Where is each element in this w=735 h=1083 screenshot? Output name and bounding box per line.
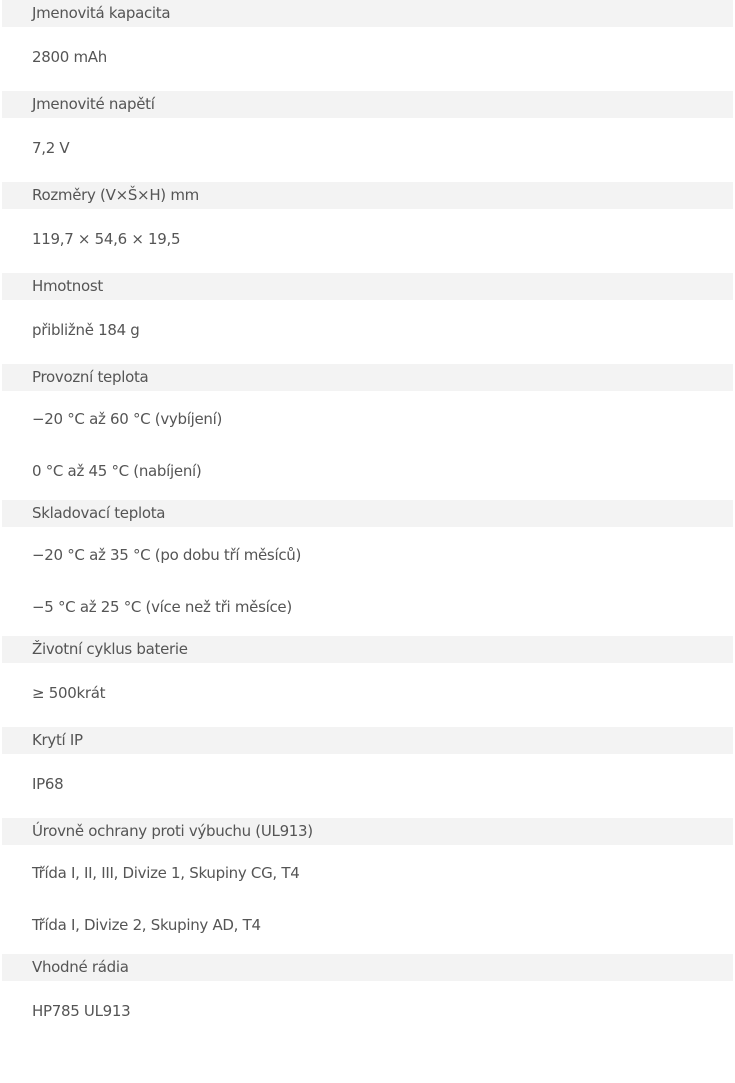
spec-value: 0 °C až 45 °C (nabíjení) bbox=[32, 462, 202, 480]
spec-value: −20 °C až 60 °C (vybíjení) bbox=[32, 410, 223, 428]
spec-label: Jmenovité napětí bbox=[2, 91, 733, 118]
spec-label: Rozměry (V×Š×H) mm bbox=[2, 182, 733, 209]
spec-label: Hmotnost bbox=[2, 273, 733, 300]
spec-value: přibližně 184 g bbox=[32, 321, 140, 339]
spec-value: IP68 bbox=[32, 775, 64, 793]
spec-label: Životní cyklus baterie bbox=[2, 636, 733, 663]
spec-group-battery-life bbox=[2, 636, 733, 727]
spec-group-ip-rating bbox=[2, 727, 733, 818]
spec-group-weight bbox=[2, 273, 733, 364]
spec-group-explosion-protection bbox=[2, 818, 733, 954]
spec-label: Skladovací teplota bbox=[2, 500, 733, 527]
spec-group-storage-temp bbox=[2, 500, 733, 636]
spec-value: 119,7 × 54,6 × 19,5 bbox=[32, 230, 181, 248]
spec-table bbox=[2, 0, 733, 1045]
spec-label: Krytí IP bbox=[2, 727, 733, 754]
spec-label: Vhodné rádia bbox=[2, 954, 733, 981]
spec-value: Třída I, II, III, Divize 1, Skupiny CG, T4 bbox=[32, 864, 300, 882]
spec-group-capacity bbox=[2, 0, 733, 91]
spec-value: −20 °C až 35 °C (po dobu tří měsíců) bbox=[32, 546, 302, 564]
spec-label: Jmenovitá kapacita bbox=[2, 0, 733, 27]
spec-label: Provozní teplota bbox=[2, 364, 733, 391]
spec-value: HP785 UL913 bbox=[32, 1002, 131, 1020]
spec-group-voltage bbox=[2, 91, 733, 182]
spec-value: ≥ 500krát bbox=[32, 684, 106, 702]
spec-value: Třída I, Divize 2, Skupiny AD, T4 bbox=[32, 916, 261, 934]
spec-value: 7,2 V bbox=[32, 139, 70, 157]
spec-group-operating-temp bbox=[2, 364, 733, 500]
spec-group-dimensions bbox=[2, 182, 733, 273]
spec-group-compatible-radios bbox=[2, 954, 733, 1045]
spec-value: 2800 mAh bbox=[32, 48, 107, 66]
spec-label: Úrovně ochrany proti výbuchu (UL913) bbox=[2, 818, 733, 845]
spec-value: −5 °C až 25 °C (více než tři měsíce) bbox=[32, 598, 292, 616]
